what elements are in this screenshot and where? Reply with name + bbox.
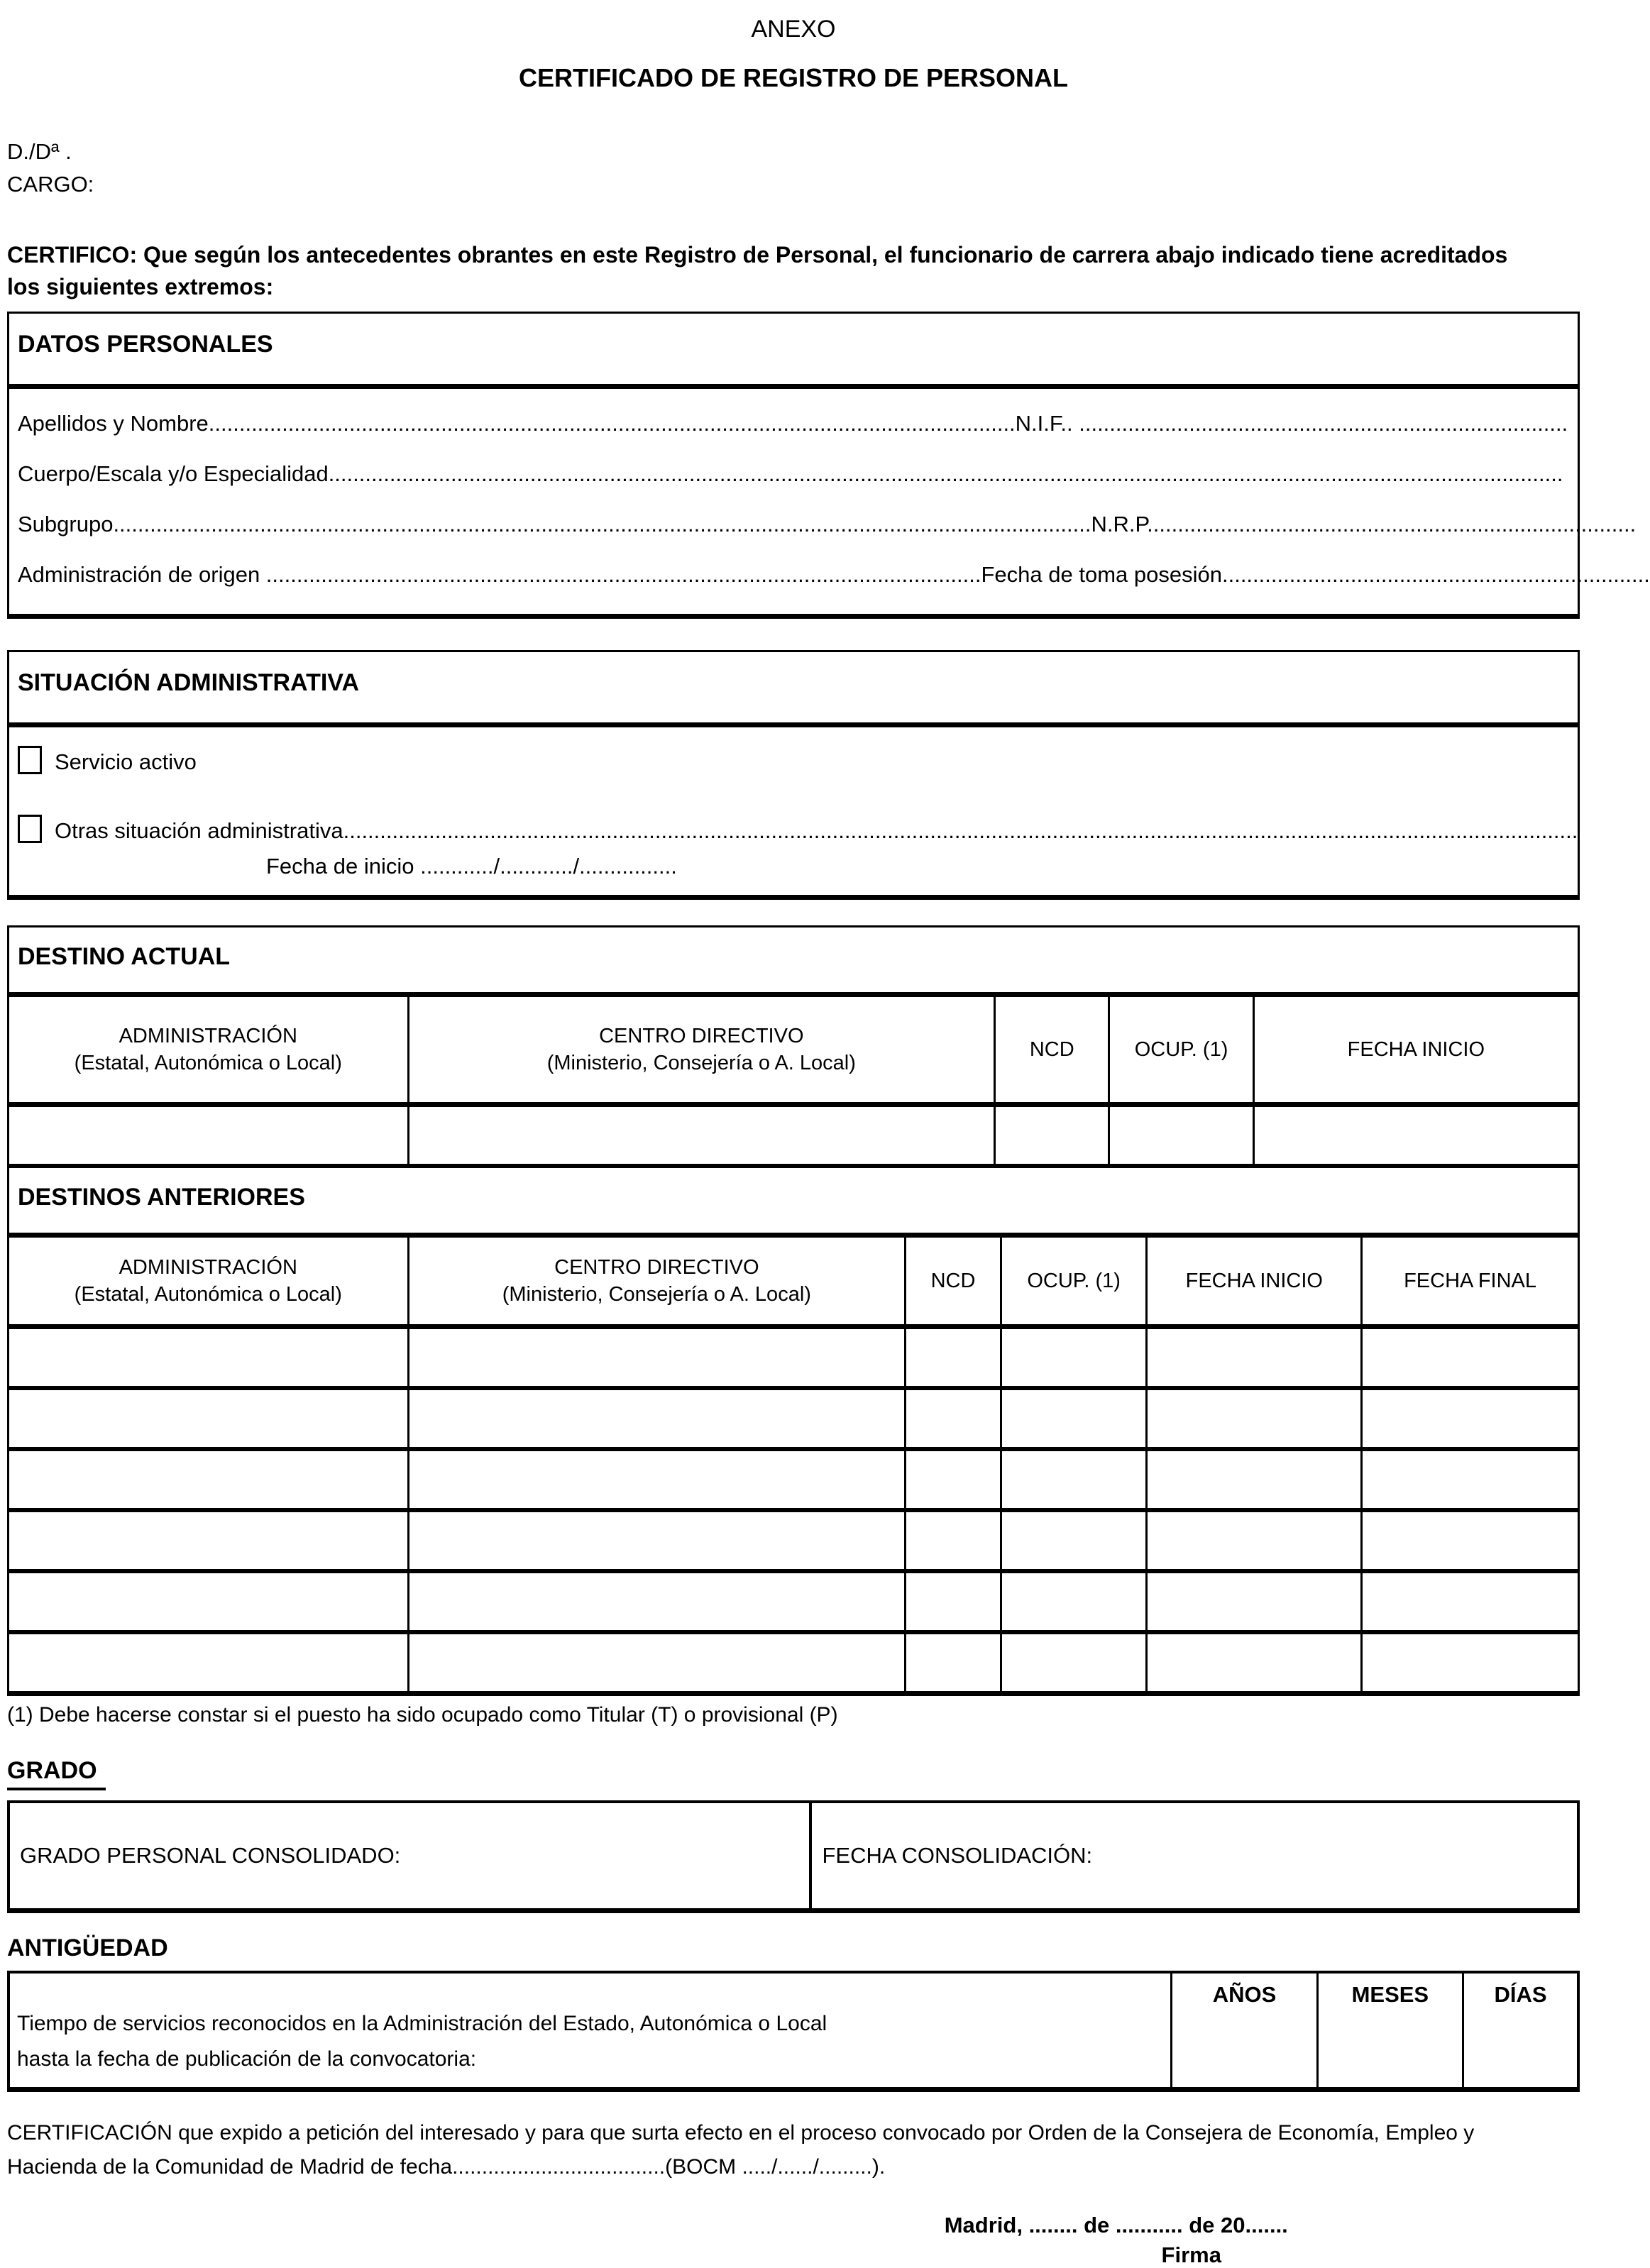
firma-label: Firma <box>1161 2242 1221 2267</box>
antiguedad-table <box>7 1971 1580 2092</box>
empty-cell <box>1148 1390 1363 1447</box>
empty-cell <box>1148 1573 1363 1630</box>
empty-cell <box>1148 1634 1363 1691</box>
empty-cell <box>1148 1451 1363 1508</box>
anos-column-header: AÑOS <box>1172 1974 1318 2087</box>
destinos-section <box>7 925 1580 1696</box>
field-cuerpo-escala: Cuerpo/Escala y/o Especialidad.......................................................................................................................................................................................................... <box>18 461 1563 486</box>
column-header-ocup: OCUP. (1) <box>1110 997 1254 1102</box>
column-header-centro-line2: (Ministerio, Consejería o A. Local) <box>546 1052 856 1074</box>
column-header-administracion <box>9 1238 409 1324</box>
destino-actual-title: DESTINO ACTUAL <box>9 927 1578 997</box>
cargo-line: CARGO: <box>7 172 94 197</box>
column-header-administracion-line1: ADMINISTRACIÓN <box>119 1256 297 1279</box>
destino-actual-empty-row <box>9 1107 1578 1168</box>
empty-cell <box>1002 1390 1148 1447</box>
empty-cell <box>409 1107 996 1164</box>
servicio-activo-checkbox[interactable] <box>18 746 42 774</box>
empty-cell <box>996 1107 1110 1164</box>
certificacion-paragraph: CERTIFICACIÓN que expido a petición del interesado y para que surta efecto en el proceso convocado por Orden de la Consejera de Economía, Empleo y Hacienda de la Comunidad de Madrid de fecha....................................(BOCM ...../....../.........). <box>7 2121 1475 2179</box>
empty-cell <box>906 1512 1002 1569</box>
empty-cell <box>906 1329 1002 1386</box>
empty-cell <box>1363 1634 1578 1691</box>
grado-table <box>7 1800 1580 1913</box>
otras-situacion-option <box>18 815 1578 847</box>
empty-cell <box>9 1329 409 1386</box>
destinos-anteriores-empty-row <box>9 1390 1578 1451</box>
empty-cell <box>906 1390 1002 1447</box>
empty-cell <box>1363 1573 1578 1630</box>
empty-cell <box>906 1451 1002 1508</box>
destinos-anteriores-empty-row <box>9 1573 1578 1634</box>
antiguedad-label-line1: Tiempo de servicios reconocidos en la Administración del Estado, Autonómica o Local <box>17 2012 827 2035</box>
empty-cell <box>9 1451 409 1508</box>
empty-cell <box>1363 1390 1578 1447</box>
ocup-footnote: (1) Debe hacerse constar si el puesto ha sido ocupado como Titular (T) o provisional (P) <box>7 1703 838 1727</box>
empty-cell <box>9 1634 409 1691</box>
anexo-title: ANEXO <box>751 16 836 43</box>
empty-cell <box>409 1390 907 1447</box>
column-header-administracion-line2: (Estatal, Autonómica o Local) <box>74 1283 342 1306</box>
grado-heading-text: GRADO <box>7 1757 106 1790</box>
empty-cell <box>9 1573 409 1630</box>
column-header-ncd: NCD <box>996 997 1110 1102</box>
column-header-administracion-line2: (Estatal, Autonómica o Local) <box>74 1052 342 1074</box>
destinos-anteriores-empty-row <box>9 1512 1578 1573</box>
destinos-anteriores-title: DESTINOS ANTERIORES <box>9 1168 1578 1238</box>
servicio-activo-label: Servicio activo <box>55 749 197 774</box>
servicio-activo-option <box>18 746 1569 778</box>
column-header-ncd: NCD <box>906 1238 1002 1324</box>
situacion-administrativa-section <box>7 650 1580 900</box>
destinos-anteriores-header-row <box>9 1238 1578 1329</box>
dias-column-header: DÍAS <box>1494 1982 1547 2007</box>
column-header-fecha-final: FECHA FINAL <box>1404 1270 1537 1292</box>
empty-cell <box>1363 1451 1578 1508</box>
otras-situacion-label: Otras situación administrativa.......................................................................................................................................................................................................... <box>55 818 1578 843</box>
empty-cell <box>1148 1512 1363 1569</box>
column-header-fecha-inicio: FECHA INICIO <box>1347 1038 1485 1061</box>
certifico-paragraph: CERTIFICO: Que según los antecedentes obrantes en este Registro de Personal, el funcionario de carrera abajo indicado tiene acreditados los siguientes extremos: <box>7 242 1508 299</box>
empty-cell <box>409 1451 907 1508</box>
destino-actual-header-row <box>9 997 1578 1107</box>
empty-cell <box>409 1573 907 1630</box>
antiguedad-label-cell <box>10 1974 1172 2087</box>
empty-cell <box>9 1107 409 1164</box>
antiguedad-label-line2: hasta la fecha de publicación de la convocatoria: <box>17 2047 477 2071</box>
empty-cell <box>9 1390 409 1447</box>
situacion-administrativa-title: SITUACIÓN ADMINISTRATIVA <box>9 652 1578 727</box>
fecha-consolidacion-cell: FECHA CONSOLIDACIÓN: <box>822 1843 1093 1868</box>
empty-cell <box>1148 1329 1363 1386</box>
document-title: CERTIFICADO DE REGISTRO DE PERSONAL <box>518 63 1069 92</box>
datos-personales-section <box>7 312 1650 619</box>
empty-cell <box>1363 1512 1578 1569</box>
field-apellidos-nombre-nif: Apellidos y Nombre....................................................................................................................................N.I.F.. ................................................................................ <box>18 411 1568 436</box>
column-header-administracion <box>9 997 409 1102</box>
empty-cell <box>1002 1512 1148 1569</box>
column-header-centro-line1: CENTRO DIRECTIVO <box>599 1025 804 1047</box>
column-header-centro-line2: (Ministerio, Consejería o A. Local) <box>502 1283 811 1306</box>
destinos-anteriores-empty-row <box>9 1329 1578 1390</box>
empty-cell <box>409 1634 907 1691</box>
destinos-anteriores-empty-row <box>9 1451 1578 1512</box>
situacion-content <box>9 727 1578 895</box>
empty-cell <box>1363 1329 1578 1386</box>
empty-cell <box>1002 1451 1148 1508</box>
field-subgrupo-nrp: Subgrupo................................................................................................................................................................N.R.P................................................................................ <box>18 512 1637 536</box>
column-header-centro-directivo <box>409 997 996 1102</box>
empty-cell <box>1002 1634 1148 1691</box>
grado-personal-consolidado-cell: GRADO PERSONAL CONSOLIDADO: <box>10 1803 812 1908</box>
datos-personales-fields <box>9 389 1650 614</box>
field-administracion-origen-fecha: Administración de origen .....................................................................................................................Fecha de toma posesión...................................................................... <box>18 562 1650 587</box>
column-header-centro-directivo <box>409 1238 907 1324</box>
empty-cell <box>906 1634 1002 1691</box>
column-header-ocup: OCUP. (1) <box>1002 1238 1148 1324</box>
empty-cell <box>1002 1329 1148 1386</box>
column-header-centro-line1: CENTRO DIRECTIVO <box>554 1256 759 1279</box>
empty-cell <box>409 1329 907 1386</box>
antiguedad-heading: ANTIGÜEDAD <box>7 1934 168 1961</box>
otras-situacion-checkbox[interactable] <box>18 815 42 843</box>
empty-cell <box>906 1573 1002 1630</box>
meses-column-header: MESES <box>1319 1974 1464 2087</box>
destinos-anteriores-empty-row <box>9 1634 1578 1691</box>
grado-heading <box>7 1757 1580 1790</box>
empty-cell <box>1255 1107 1578 1164</box>
dd-line: D./Dª . <box>7 139 72 164</box>
empty-cell <box>9 1512 409 1569</box>
empty-cell <box>1002 1573 1148 1630</box>
column-header-fecha-inicio: FECHA INICIO <box>1148 1238 1363 1324</box>
fecha-inicio-line: Fecha de inicio ............/............/................ <box>266 854 677 879</box>
madrid-date-line: Madrid, ........ de ........... de 20....... <box>944 2213 1288 2237</box>
empty-cell <box>1110 1107 1254 1164</box>
empty-cell <box>409 1512 907 1569</box>
column-header-administracion-line1: ADMINISTRACIÓN <box>119 1025 297 1047</box>
datos-personales-title: DATOS PERSONALES <box>9 314 1578 389</box>
